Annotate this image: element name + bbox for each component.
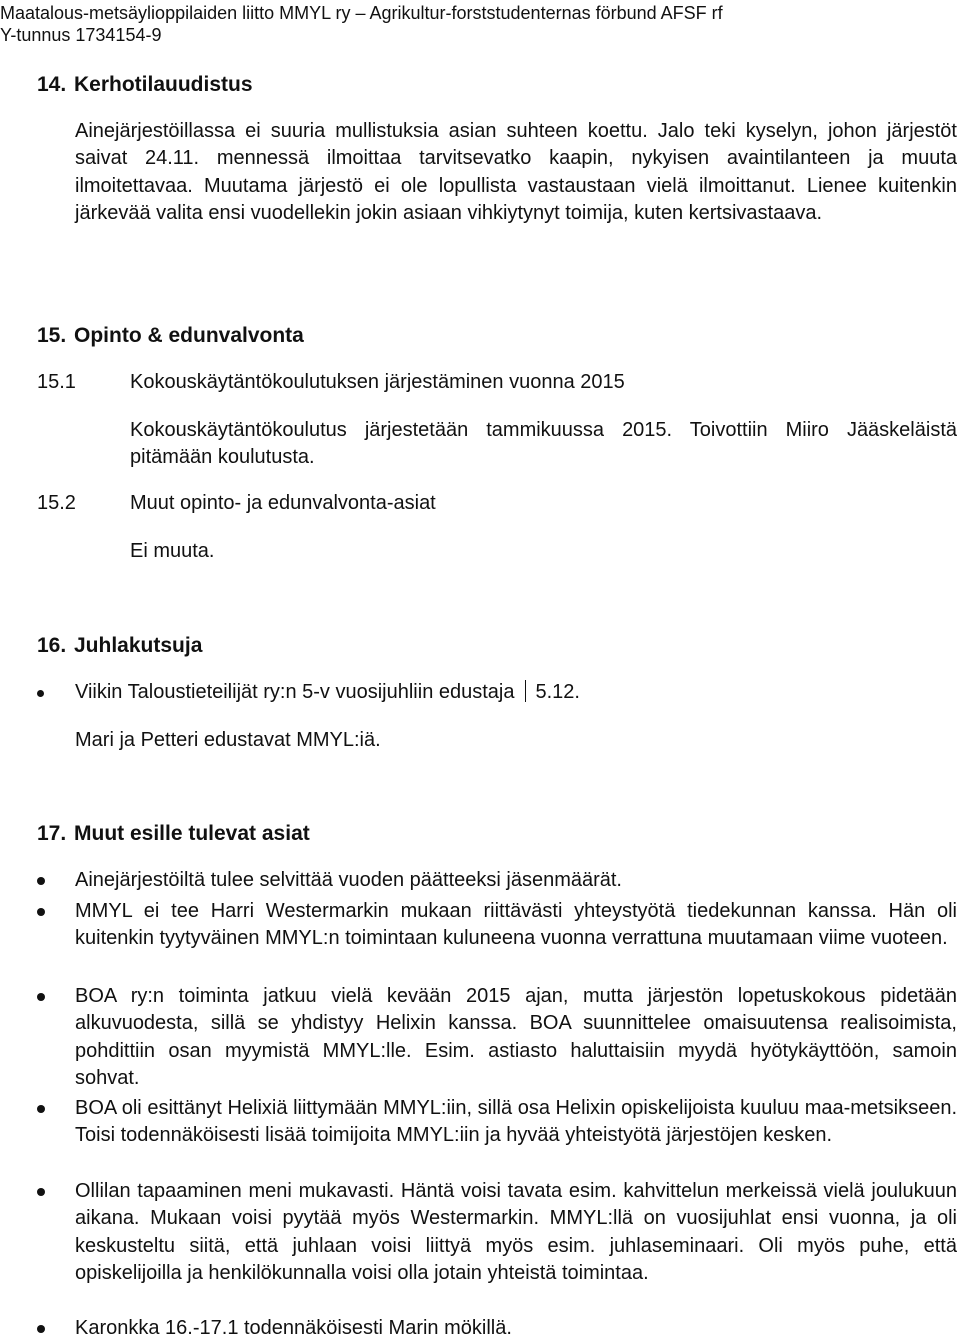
divider [525, 680, 526, 702]
subsection-15-2-heading [37, 490, 436, 517]
subsection-number: 15.2 [37, 492, 76, 514]
document-header [0, 2, 723, 46]
section-title: Juhlakutsuja [74, 634, 203, 657]
bullet-icon [37, 908, 45, 916]
section-17-heading [37, 822, 310, 846]
bullet-icon [37, 1105, 45, 1113]
header-organization: Maatalous-metsäylioppilaiden liitto MMYL ry – Agrikultur-forststudenternas förbund AFSF rf [0, 3, 723, 23]
subsection-number: 15.1 [37, 371, 76, 393]
subsection-title: Kokouskäytäntökoulutuksen järjestäminen vuonna 2015 [130, 371, 625, 393]
section-15-heading [37, 324, 304, 348]
bullet-icon [37, 877, 45, 885]
invitation-date: 5.12. [535, 681, 580, 703]
subsection-15-1-body: Kokouskäytäntökoulutus järjestetään tammikuussa 2015. Toivottiin Miiro Jääskeläistä pitämään koulutusta. [130, 419, 957, 469]
header-business-id: Y-tunnus 1734154-9 [0, 25, 162, 45]
bullet-icon [37, 993, 45, 1001]
section-number: 17. [37, 822, 67, 845]
bullet-icon [37, 690, 44, 697]
section-title: Kerhotilauudistus [74, 73, 253, 96]
section-number: 16. [37, 634, 67, 657]
section-number: 15. [37, 324, 67, 347]
bullet-icon [37, 1188, 45, 1196]
subsection-title: Muut opinto- ja edunvalvonta-asiat [130, 492, 436, 514]
invitation-note: Mari ja Petteri edustavat MMYL:iä. [75, 729, 381, 751]
section-16-heading [37, 634, 202, 658]
section-number: 14. [37, 73, 67, 96]
section-14-heading [37, 73, 253, 97]
subsection-15-2-body: Ei muuta. [130, 540, 215, 562]
subsection-15-1-heading [37, 369, 625, 396]
section-14-body: Ainejärjestöillassa ei suuria mullistuksia asian suhteen koettu. Jalo teki kyselyn, johon järjestöt saivat 24.11. mennessä ilmoittaa tarvitsevatko kaapin, nykyisen avaintilanteen ja muuta ilmoitettavaa. Muutama järjestö ei ole lopullista vastaustaan vielä ilmoittanut. Lienee kuitenkin järkevää valita ensi vuodellekin jokin asiaan vihkiytynyt toimija, kuten kertsivastaava. [75, 120, 957, 224]
bullet-icon [37, 1325, 45, 1333]
invitation-text: Viikin Taloustieteilijät ry:n 5-v vuosijuhliin edustaja [75, 681, 515, 703]
section-title: Opinto & edunvalvonta [74, 324, 304, 347]
section-title: Muut esille tulevat asiat [74, 822, 310, 845]
